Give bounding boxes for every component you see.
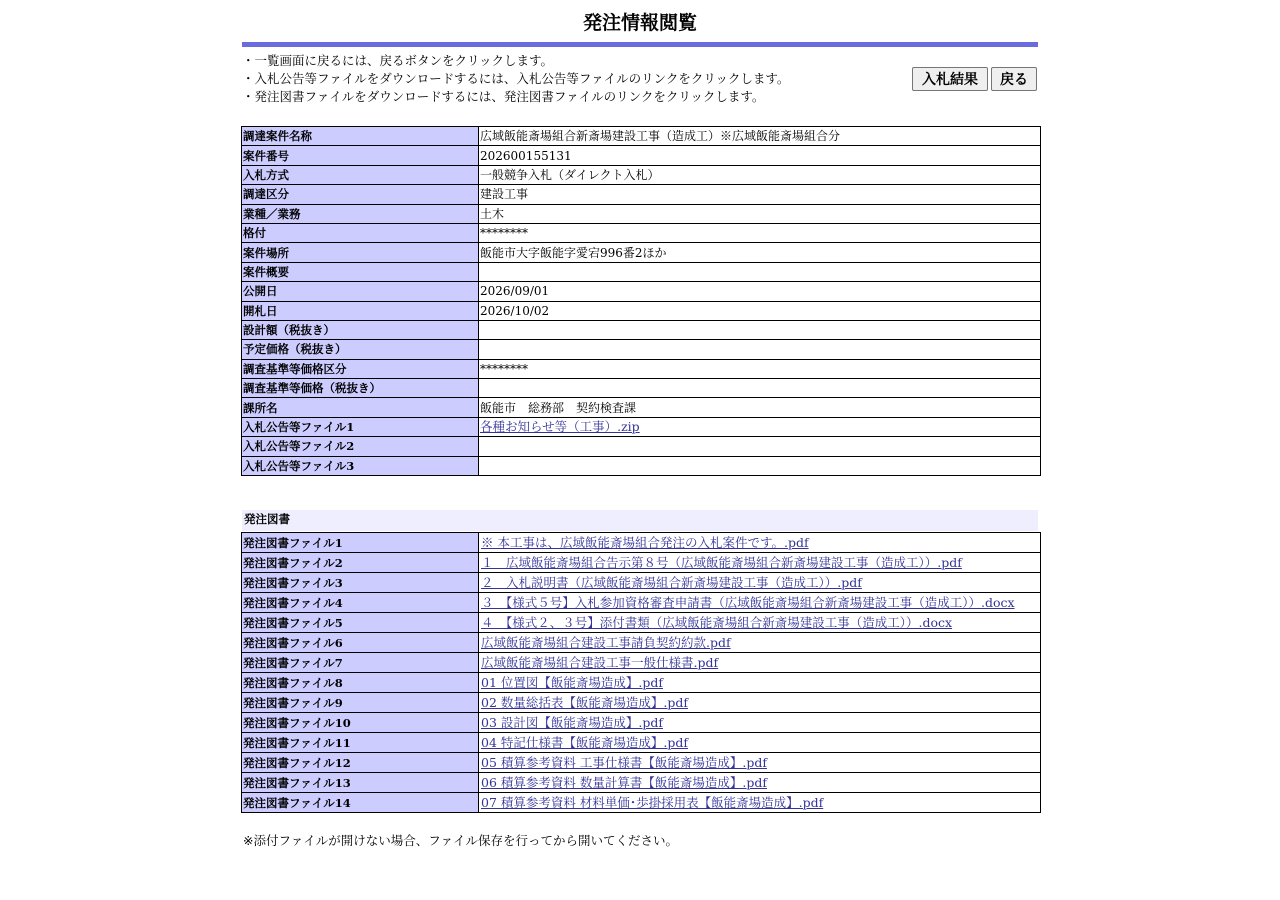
- info-label: 調達案件名称: [242, 127, 479, 146]
- drawing-label: 発注図書ファイル2: [242, 553, 479, 573]
- info-label: 課所名: [242, 398, 479, 417]
- drawing-label: 発注図書ファイル12: [242, 753, 479, 773]
- drawing-label: 発注図書ファイル6: [242, 633, 479, 653]
- drawing-label: 発注図書ファイル9: [242, 693, 479, 713]
- drawing-row: [242, 733, 1041, 753]
- drawing-value: [479, 673, 1041, 693]
- drawing-row: [242, 753, 1041, 773]
- drawing-label: 発注図書ファイル7: [242, 653, 479, 673]
- drawing-label: 発注図書ファイル3: [242, 573, 479, 593]
- info-label: 入札公告等ファイル2: [242, 437, 479, 456]
- info-value: [479, 417, 1041, 436]
- info-value: 2026/09/01: [479, 282, 1041, 301]
- drawing-file-link[interactable]: ３ 【様式５号】入札参加資格審査申請書（広域飯能斎場組合新斎場建設工事（造成工））.docx: [481, 594, 1015, 610]
- drawing-label: 発注図書ファイル5: [242, 613, 479, 633]
- drawing-value: [479, 653, 1041, 673]
- drawing-file-link[interactable]: 02 数量総括表【飯能斎場造成】.pdf: [481, 694, 688, 710]
- info-label: 予定価格（税抜き）: [242, 340, 479, 359]
- drawing-value: [479, 573, 1041, 593]
- info-label: 案件概要: [242, 262, 479, 281]
- drawing-value: [479, 553, 1041, 573]
- info-row: [242, 301, 1041, 320]
- info-row: [242, 379, 1041, 398]
- drawing-label: 発注図書ファイル14: [242, 793, 479, 813]
- info-row: [242, 165, 1041, 184]
- info-label: 入札公告等ファイル3: [242, 456, 479, 475]
- notice-file-link[interactable]: 各種お知らせ等（工事）.zip: [480, 419, 640, 435]
- instruction-drawing-files: ・発注図書ファイルをダウンロードするには、発注図書ファイルのリンクをクリックします。: [242, 89, 765, 104]
- drawing-row: [242, 693, 1041, 713]
- drawing-value: [479, 753, 1041, 773]
- drawing-file-link[interactable]: 03 設計図【飯能斎場造成】.pdf: [481, 714, 663, 730]
- info-label: 入札方式: [242, 165, 479, 184]
- drawing-value: [479, 793, 1041, 813]
- drawing-file-link[interactable]: 01 位置図【飯能斎場造成】.pdf: [481, 674, 663, 690]
- drawing-file-link[interactable]: 04 特記仕様書【飯能斎場造成】.pdf: [481, 734, 688, 750]
- drawing-value: [479, 773, 1041, 793]
- info-row: [242, 456, 1041, 475]
- info-row: [242, 282, 1041, 301]
- drawing-row: [242, 773, 1041, 793]
- info-row: [242, 262, 1041, 281]
- instruction-notice-files: ・入札公告等ファイルをダウンロードするには、入札公告等ファイルのリンクをクリックします。: [242, 71, 790, 86]
- info-value: [479, 320, 1041, 339]
- info-value: 広域飯能斎場組合新斎場建設工事（造成工）※広域飯能斎場組合分: [479, 127, 1041, 146]
- drawing-file-link[interactable]: ※ 本工事は、広域飯能斎場組合発注の入札案件です。.pdf: [481, 534, 809, 550]
- info-row: [242, 243, 1041, 262]
- info-label: 調査基準等価格区分: [242, 359, 479, 378]
- drawing-row: [242, 573, 1041, 593]
- info-row: [242, 223, 1041, 242]
- info-value: ********: [479, 359, 1041, 378]
- drawing-row: [242, 793, 1041, 813]
- info-value: [479, 340, 1041, 359]
- info-value: ********: [479, 223, 1041, 242]
- title-divider: [242, 42, 1038, 47]
- drawing-file-link[interactable]: 05 積算参考資料 工事仕様書【飯能斎場造成】.pdf: [481, 754, 767, 770]
- info-value: [479, 437, 1041, 456]
- drawing-label: 発注図書ファイル8: [242, 673, 479, 693]
- info-row: [242, 127, 1041, 146]
- drawing-file-link[interactable]: 07 積算参考資料 材料単価･歩掛採用表【飯能斎場造成】.pdf: [481, 794, 824, 810]
- info-label: 開札日: [242, 301, 479, 320]
- drawing-label: 発注図書ファイル11: [242, 733, 479, 753]
- info-label: 案件場所: [242, 243, 479, 262]
- info-label: 調達区分: [242, 185, 479, 204]
- drawing-label: 発注図書ファイル1: [242, 533, 479, 553]
- drawing-label: 発注図書ファイル13: [242, 773, 479, 793]
- procurement-info-table: [241, 126, 1041, 476]
- info-value: 飯能市 総務部 契約検査課: [479, 398, 1041, 417]
- drawing-row: [242, 713, 1041, 733]
- drawing-value: [479, 593, 1041, 613]
- info-value: [479, 262, 1041, 281]
- drawing-file-link[interactable]: 広域飯能斎場組合建設工事一般仕様書.pdf: [481, 654, 719, 670]
- info-label: 格付: [242, 223, 479, 242]
- drawing-value: [479, 633, 1041, 653]
- drawing-value: [479, 733, 1041, 753]
- info-label: 調査基準等価格（税抜き）: [242, 379, 479, 398]
- drawings-section-header: 発注図書: [242, 510, 1038, 531]
- drawing-file-link[interactable]: ４ 【様式２、３号】添付書類（広域飯能斎場組合新斎場建設工事（造成工））.docx: [481, 614, 953, 630]
- info-value: 2026/10/02: [479, 301, 1041, 320]
- info-label: 案件番号: [242, 146, 479, 165]
- info-row: [242, 320, 1041, 339]
- drawing-row: [242, 593, 1041, 613]
- info-label: 公開日: [242, 282, 479, 301]
- info-row: [242, 146, 1041, 165]
- drawing-label: 発注図書ファイル10: [242, 713, 479, 733]
- info-value: [479, 456, 1041, 475]
- info-label: 業種／業務: [242, 204, 479, 223]
- drawing-file-link[interactable]: ２ 入札説明書（広域飯能斎場組合新斎場建設工事（造成工））.pdf: [481, 574, 862, 590]
- drawings-table: [241, 532, 1041, 813]
- drawing-value: [479, 613, 1041, 633]
- info-value: 飯能市大字飯能字愛宕996番2ほか: [479, 243, 1041, 262]
- info-row: [242, 437, 1041, 456]
- info-row: [242, 185, 1041, 204]
- info-label: 入札公告等ファイル1: [242, 417, 479, 436]
- drawing-file-link[interactable]: １ 広域飯能斎場組合告示第８号（広域飯能斎場組合新斎場建設工事（造成工））.pdf: [481, 554, 962, 570]
- footer-note: ※添付ファイルが開けない場合、ファイル保存を行ってから開いてください。: [243, 833, 678, 848]
- drawing-file-link[interactable]: 広域飯能斎場組合建設工事請負契約約款.pdf: [481, 634, 731, 650]
- drawing-file-link[interactable]: 06 積算参考資料 数量計算書【飯能斎場造成】.pdf: [481, 774, 767, 790]
- instruction-back: ・一覧画面に戻るには、戻るボタンをクリックします。: [242, 53, 554, 68]
- info-value: 土木: [479, 204, 1041, 223]
- drawing-label: 発注図書ファイル4: [242, 593, 479, 613]
- drawing-row: [242, 533, 1041, 553]
- info-row: [242, 340, 1041, 359]
- drawing-value: [479, 693, 1041, 713]
- page-title: 発注情報閲覧: [582, 12, 697, 34]
- back-button[interactable]: 戻る: [991, 67, 1037, 91]
- info-value: 一般競争入札（ダイレクト入札）: [479, 165, 1041, 184]
- drawing-value: [479, 713, 1041, 733]
- info-row: [242, 398, 1041, 417]
- drawing-row: [242, 653, 1041, 673]
- drawing-row: [242, 633, 1041, 653]
- bid-result-button[interactable]: 入札結果: [912, 67, 988, 91]
- info-value: 202600155131: [479, 146, 1041, 165]
- info-row: [242, 359, 1041, 378]
- drawing-row: [242, 553, 1041, 573]
- info-value: 建設工事: [479, 185, 1041, 204]
- info-row: [242, 417, 1041, 436]
- drawing-row: [242, 673, 1041, 693]
- info-row: [242, 204, 1041, 223]
- info-label: 設計額（税抜き）: [242, 320, 479, 339]
- instructions: [242, 52, 882, 106]
- info-value: [479, 379, 1041, 398]
- drawing-value: [479, 533, 1041, 553]
- drawing-row: [242, 613, 1041, 633]
